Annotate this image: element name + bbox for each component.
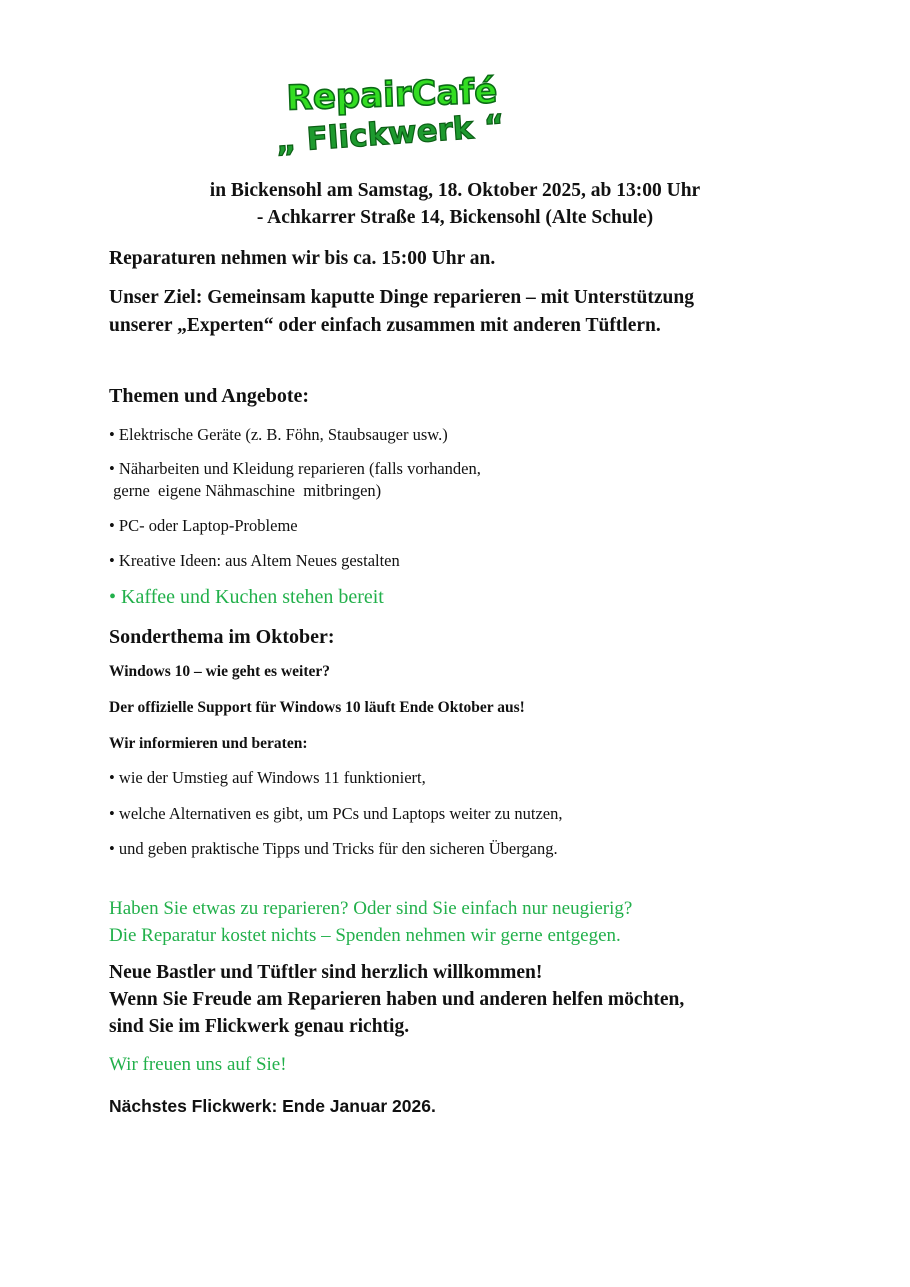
special-support-note: Der offizielle Support für Windows 10 läuft Ende Oktober aus! bbox=[109, 699, 525, 716]
welcome-line1: Neue Bastler und Tüftler sind herzlich willkommen! bbox=[109, 962, 543, 983]
special-heading: Sonderthema im Oktober: bbox=[109, 626, 335, 648]
logo-line1: RepairCafé bbox=[285, 71, 498, 119]
repaircafe-logo bbox=[262, 66, 522, 162]
special-item: • welche Alternativen es gibt, um PCs und Laptops weiter zu nutzen, bbox=[109, 804, 563, 823]
logo-line2: „ Flickwerk “ bbox=[274, 108, 506, 160]
welcome-line3: sind Sie im Flickwerk genau richtig. bbox=[109, 1016, 410, 1037]
theme-item: • PC- oder Laptop-Probleme bbox=[109, 516, 298, 535]
theme-highlight: • Kaffee und Kuchen stehen bereit bbox=[109, 586, 384, 608]
theme-item: • Näharbeiten und Kleidung reparieren (falls vorhanden, bbox=[109, 459, 481, 478]
event-address-line: - Achkarrer Straße 14, Bickensohl (Alte Schule) bbox=[256, 207, 654, 228]
event-date-line: in Bickensohl am Samstag, 18. Oktober 2025, ab 13:00 Uhr bbox=[209, 180, 701, 201]
welcome-line2: Wenn Sie Freude am Reparieren haben und anderen helfen möchten, bbox=[109, 989, 685, 1010]
theme-item-continued: gerne eigene Nähmaschine mitbringen) bbox=[109, 481, 382, 500]
invite-line2: Die Reparatur kostet nichts – Spenden nehmen wir gerne entgegen. bbox=[109, 925, 621, 946]
closing-line: Wir freuen uns auf Sie! bbox=[109, 1054, 287, 1075]
special-subtitle: Windows 10 – wie geht es weiter? bbox=[109, 663, 330, 680]
goal-line1: Unser Ziel: Gemeinsam kaputte Dinge reparieren – mit Unterstützung bbox=[109, 287, 694, 308]
special-item: • wie der Umstieg auf Windows 11 funktioniert, bbox=[109, 768, 426, 787]
next-event: Nächstes Flickwerk: Ende Januar 2026. bbox=[109, 1096, 436, 1116]
repair-time: Reparaturen nehmen wir bis ca. 15:00 Uhr an. bbox=[109, 248, 496, 269]
special-item: • und geben praktische Tipps und Tricks für den sicheren Übergang. bbox=[109, 839, 558, 858]
theme-item: • Elektrische Geräte (z. B. Föhn, Staubsauger usw.) bbox=[109, 425, 448, 444]
logo-graphic bbox=[262, 66, 522, 162]
theme-item: • Kreative Ideen: aus Altem Neues gestalten bbox=[109, 551, 400, 570]
special-inform: Wir informieren und beraten: bbox=[109, 735, 308, 752]
themes-heading: Themen und Angebote: bbox=[109, 385, 310, 407]
goal-line2: unserer „Experten“ oder einfach zusammen mit anderen Tüftlern. bbox=[109, 315, 661, 336]
invite-line1: Haben Sie etwas zu reparieren? Oder sind Sie einfach nur neugierig? bbox=[109, 898, 633, 919]
